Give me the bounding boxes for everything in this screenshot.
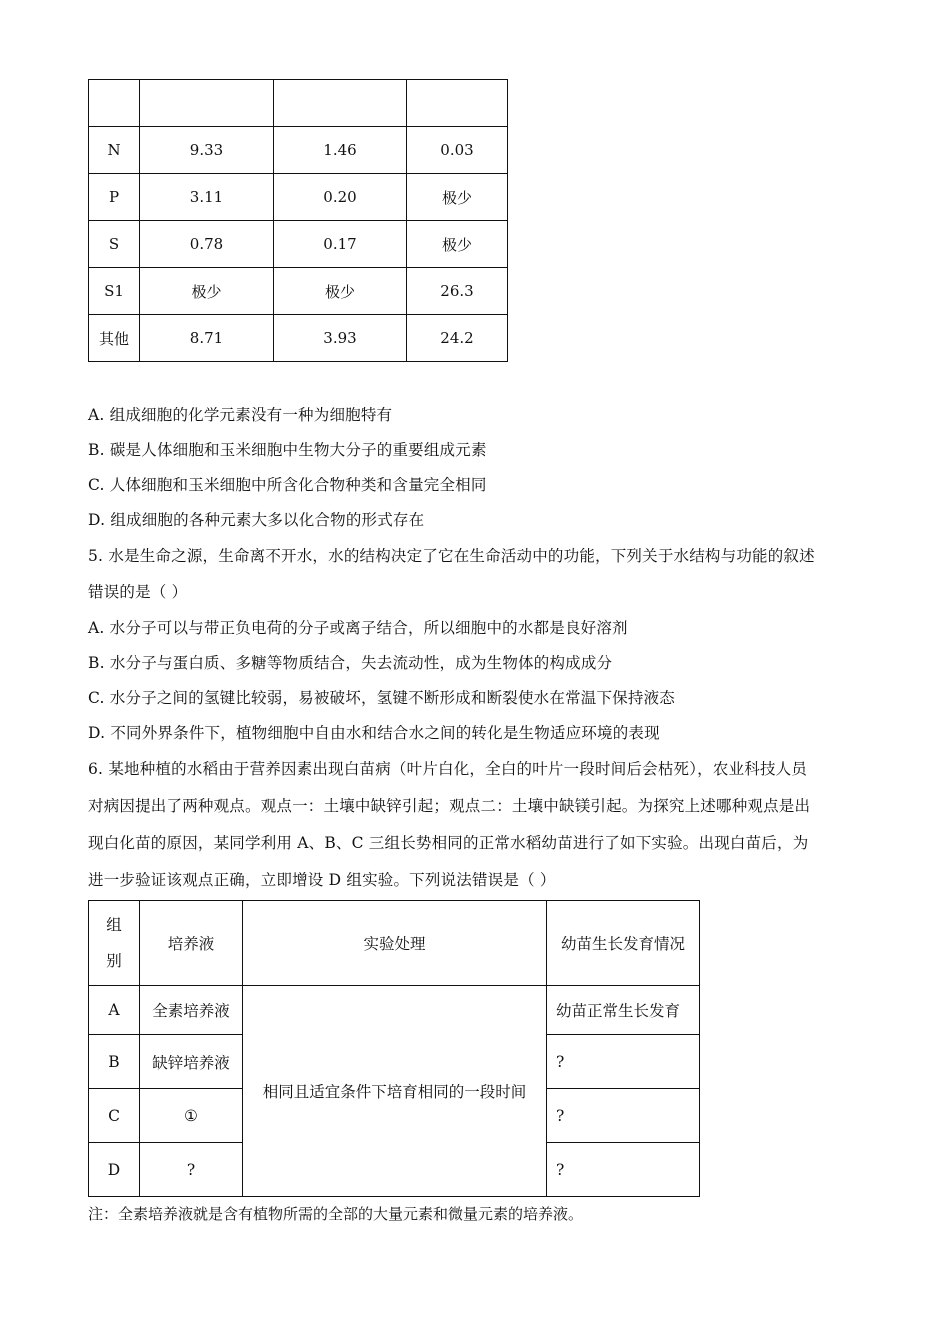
experiment-table	[88, 900, 700, 1197]
q5-option-c: C. 水分子之间的氢键比较弱，易被破坏，氢键不断形成和断裂使水在常温下保持液态	[88, 689, 675, 707]
element-label: 其他	[89, 315, 140, 362]
treatment-header: 实验处理	[243, 901, 547, 986]
value-cell: 9.33	[140, 127, 274, 174]
group-cell: A	[89, 986, 140, 1035]
table-row	[89, 221, 508, 268]
group-header-bottom: 别	[106, 952, 122, 970]
header-cell	[140, 80, 274, 127]
value-cell: 极少	[407, 221, 508, 268]
medium-cell: ?	[140, 1143, 243, 1197]
group-cell: D	[89, 1143, 140, 1197]
value-cell: 极少	[140, 268, 274, 315]
table-header-row	[89, 901, 700, 986]
header-cell	[89, 80, 140, 127]
q4-option-a: A. 组成细胞的化学元素没有一种为细胞特有	[88, 406, 393, 424]
value-cell: 8.71	[140, 315, 274, 362]
q6-stem-line3: 现白化苗的原因，某同学利用 A、B、C 三组长势相同的正常水稻幼苗进行了如下实验。出现白苗后，为	[88, 834, 809, 852]
treatment-cell: 相同且适宜条件下培育相同的一段时间	[243, 986, 547, 1197]
value-cell: 0.03	[407, 127, 508, 174]
value-cell: 1.46	[274, 127, 407, 174]
value-cell: 26.3	[407, 268, 508, 315]
value-cell: 0.78	[140, 221, 274, 268]
value-cell: 3.93	[274, 315, 407, 362]
group-cell: C	[89, 1089, 140, 1143]
table-header-row	[89, 80, 508, 127]
medium-cell: 缺锌培养液	[140, 1035, 243, 1089]
medium-cell: 全素培养液	[140, 986, 243, 1035]
element-label: P	[89, 174, 140, 221]
element-label: S1	[89, 268, 140, 315]
result-cell: 幼苗正常生长发育	[547, 986, 700, 1035]
table-row	[89, 268, 508, 315]
group-header	[89, 901, 140, 986]
value-cell: 极少	[274, 268, 407, 315]
element-label: N	[89, 127, 140, 174]
result-cell: ?	[547, 1089, 700, 1143]
q6-stem-line4: 进一步验证该观点正确，立即增设 D 组实验。下列说法错误是（ ）	[88, 871, 556, 889]
table-row	[89, 315, 508, 362]
result-cell: ?	[547, 1035, 700, 1089]
group-header-top: 组	[106, 916, 122, 934]
result-header: 幼苗生长发育情况	[547, 901, 700, 986]
element-label: S	[89, 221, 140, 268]
table-row	[89, 127, 508, 174]
value-cell: 3.11	[140, 174, 274, 221]
q6-stem-line1: 6. 某地种植的水稻由于营养因素出现白苗病（叶片白化，全白的叶片一段时间后会枯死），农业科技人员	[88, 760, 808, 778]
q4-option-b: B. 碳是人体细胞和玉米细胞中生物大分子的重要组成元素	[88, 441, 487, 459]
q6-stem-line2: 对病因提出了两种观点。观点一：土壤中缺锌引起；观点二：土壤中缺镁引起。为探究上述哪种观点是出	[88, 797, 811, 815]
table-row	[89, 986, 700, 1035]
value-cell: 0.20	[274, 174, 407, 221]
q5-option-a: A. 水分子可以与带正负电荷的分子或离子结合，所以细胞中的水都是良好溶剂	[88, 619, 628, 637]
header-cell	[407, 80, 508, 127]
value-cell: 24.2	[407, 315, 508, 362]
table-note: 注：全素培养液就是含有植物所需的全部的大量元素和微量元素的培养液。	[88, 1205, 584, 1223]
group-cell: B	[89, 1035, 140, 1089]
table-row	[89, 174, 508, 221]
medium-header: 培养液	[140, 901, 243, 986]
q5-option-b: B. 水分子与蛋白质、多糖等物质结合，失去流动性，成为生物体的构成成分	[88, 654, 613, 672]
q5-stem-line1: 5. 水是生命之源，生命离不开水，水的结构决定了它在生命活动中的功能，下列关于水结构与功能的叙述	[88, 547, 815, 565]
value-cell: 极少	[407, 174, 508, 221]
q4-option-d: D. 组成细胞的各种元素大多以化合物的形式存在	[88, 511, 425, 529]
medium-cell: ①	[140, 1089, 243, 1143]
value-cell: 0.17	[274, 221, 407, 268]
element-content-table	[88, 79, 508, 362]
header-cell	[274, 80, 407, 127]
result-cell: ?	[547, 1143, 700, 1197]
q4-option-c: C. 人体细胞和玉米细胞中所含化合物种类和含量完全相同	[88, 476, 487, 494]
q5-option-d: D. 不同外界条件下，植物细胞中自由水和结合水之间的转化是生物适应环境的表现	[88, 724, 660, 742]
q5-stem-line2: 错误的是（ ）	[88, 583, 188, 601]
